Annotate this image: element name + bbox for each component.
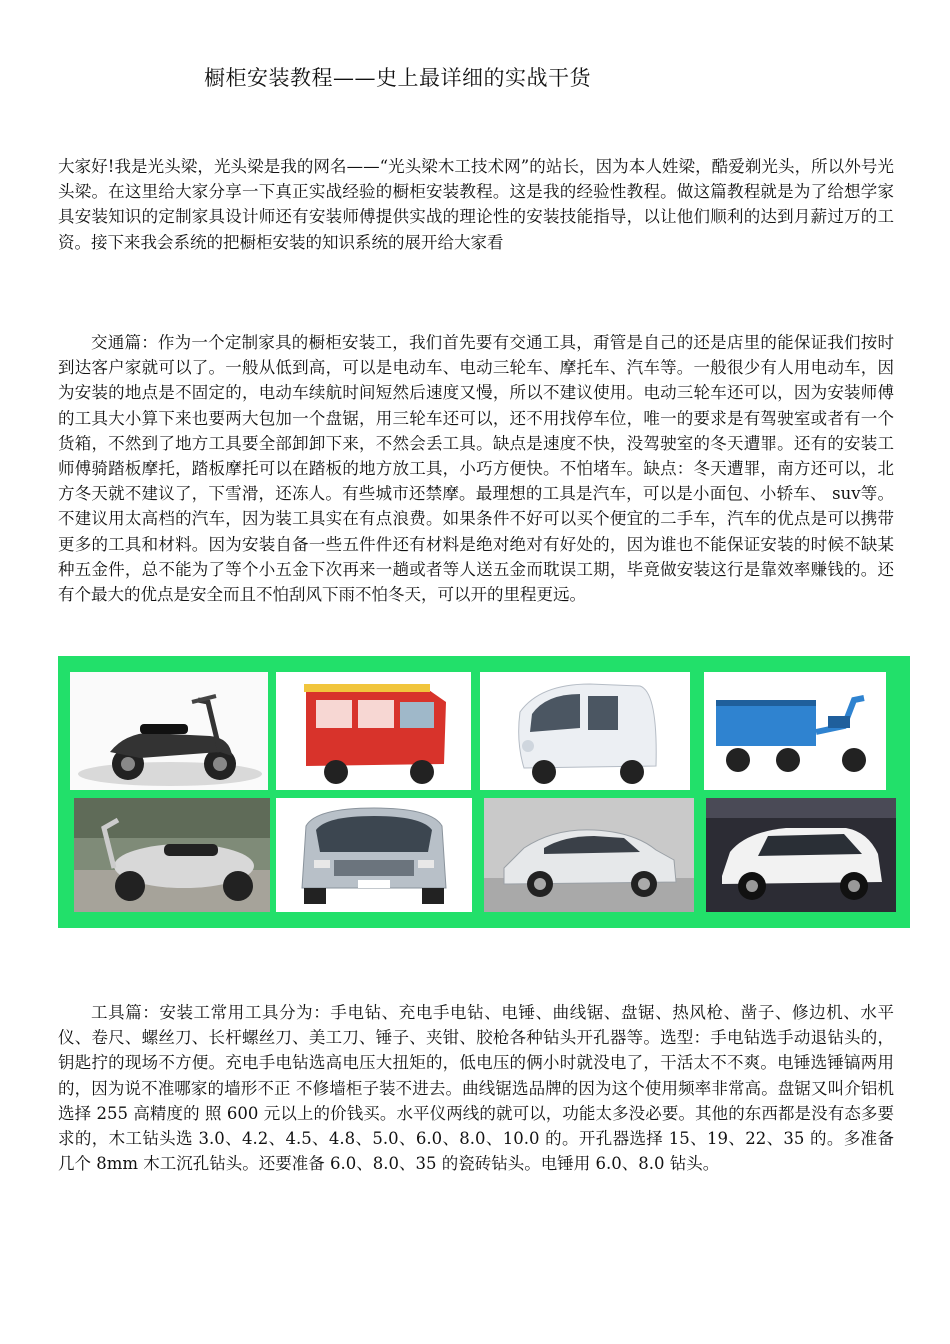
parked-scooter-photo [74, 798, 270, 912]
page-title: 橱柜安装教程——史上最详细的实战干货 [204, 66, 591, 90]
suv-photo [706, 798, 896, 912]
tools-paragraph: 工具篇：安装工常用工具分为：手电钻、充电手电钻、电锤、曲线锯、盘锯、热风枪、凿子、修边机、水平仪、卷尺、螺丝刀、长杆螺丝刀、美工刀、锤子、夹钳、胶枪各种钻头开孔器等。选型：手电钻选手动退钻头的，钥匙拧的现场不方便。充电手电钻选高电压大扭矩的，低电压的俩小时就没电了，干活太不不爽。电锤选锤镐两用的，因为说不准哪家的墙形不正 不修墙柜子装不进去。曲线锯选品牌的因为这个使用频率非常高。盘锯又叫介铝机选择 255 高精度的 照 600 元以上的价钱买。水平仪两线的就可以，功能太多没必要。其他的东西都是没有态多要求的，木工钻头选 3.0、4.2、4.5、4.8、5.0、6.0、8.0、10.0 的。开孔器选择 15、19、22、35 的。多准备几个 8mm 木工沉孔钻头。还要准备 6.0、8.0、35 的瓷砖钻头。电锤用 6.0、8.0 钻头。 [58, 1003, 894, 1174]
vehicle-photo-panel [58, 656, 910, 928]
sedan-photo [484, 798, 694, 912]
intro-paragraph: 大家好!我是光头梁，光头梁是我的网名——“光头梁木工技术网”的站长，因为本人姓梁，酷爱剃光头，所以外号光头梁。在这里给大家分享一下真正实战经验的橱柜安装教程。这是我的经验性教程。做这篇教程就是为了给想学家具安装知识的定制家具设计师还有安装师傅提供实战的理论性的安装技能指导，以让他们顺利的达到月薪过万的工资。接下来我会系统的把橱柜安装的知识系统的展开给大家看 [58, 157, 894, 252]
scooter-photo [70, 672, 268, 790]
transport-paragraph: 交通篇：作为一个定制家具的橱柜安装工，我们首先要有交通工具，甭管是自己的还是店里的能保证我们按时到达客户家就可以了。一般从低到高，可以是电动车、电动三轮车、摩托车、汽车等。一般很少有人用电动车，因为安装的地点是不固定的，电动车续航时间短然后速度又慢，所以不建议使用。电动三轮车还可以，因为安装师傅的工具大小算下来也要两大包加一个盘锯，用三轮车还可以，还不用找停车位，唯一的要求是有驾驶室或者有一个货箱，不然到了地方工具要全部卸卸下来，不然会丢工具。缺点是速度不快，没驾驶室的冬天遭罪。还有的安装工师傅骑踏板摩托，踏板摩托可以在踏板的地方放工具，小巧方便快。不怕堵车。缺点：冬天遭罪，南方还可以，北方冬天就不建议了，下雪滑，还冻人。有些城市还禁摩。最理想的工具是汽车，可以是小面包、小轿车、 suv等。不建议用太高档的汽车，因为装工具实在有点浪费。如果条件不好可以买个便宜的二手车，汽车的优点是可以携带更多的工具和材料。因为安装自备一些五件件还有材料是绝对绝对有好处的，因为谁也不能保证安装的时候不缺某种五金件，总不能为了等个小五金下次再来一趟或者等人送五金而耽误工期，毕竟做安装这行是靠效率赚钱的。还有个最大的优点是安全而且不怕刮风下雨不怕冬天，可以开的里程更远。 [58, 333, 894, 605]
red-tricycle-photo [276, 672, 471, 790]
white-tricycle-photo [480, 672, 690, 790]
minivan-photo [276, 798, 472, 912]
cargo-tricycle-photo [704, 672, 886, 790]
